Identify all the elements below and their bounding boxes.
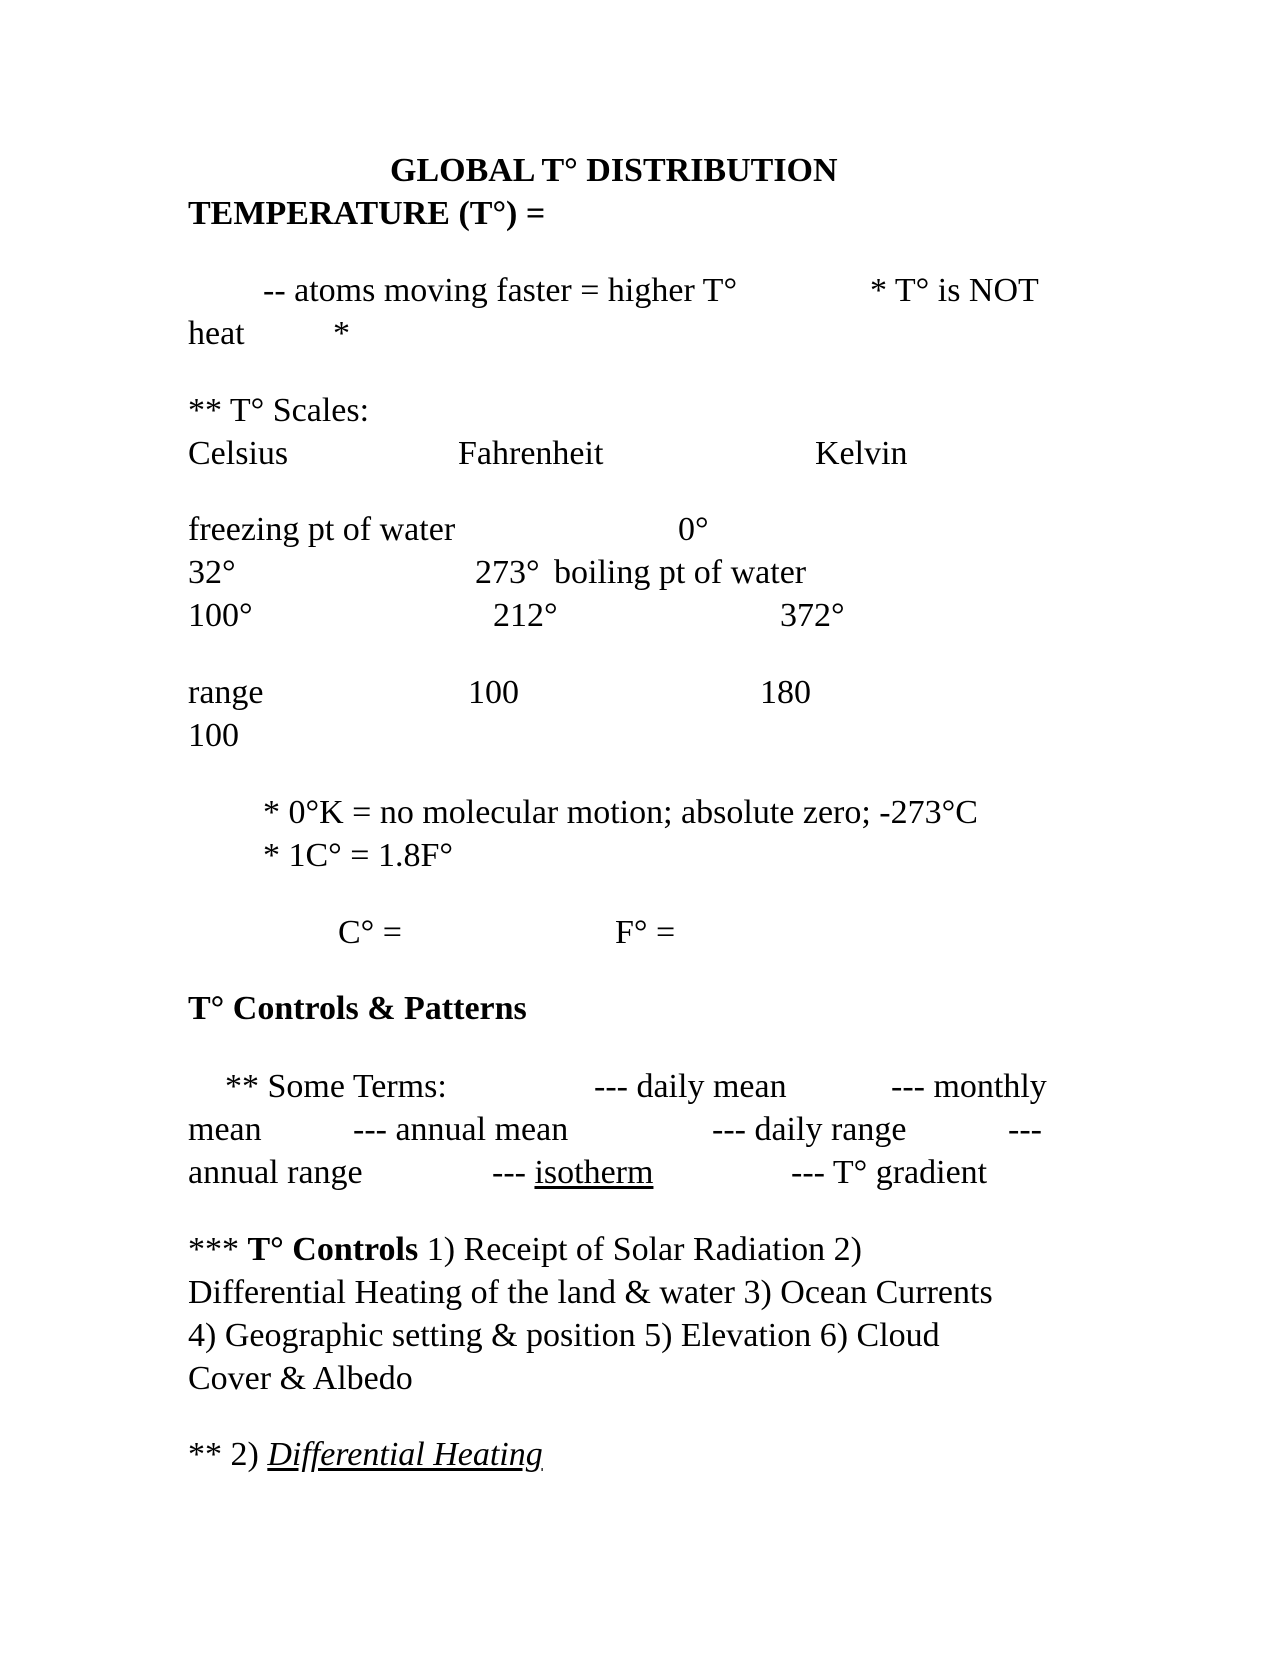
boiling-label: boiling pt of water — [554, 554, 807, 591]
page-title: GLOBAL T° DISTRIBUTION — [390, 152, 838, 189]
differential-heating-label: Differential Heating — [267, 1436, 543, 1473]
differential-heating-prefix: ** 2) — [188, 1436, 268, 1473]
term-annual-range: annual range — [188, 1154, 363, 1191]
differential-heating-heading — [188, 1434, 543, 1476]
scales-heading: ** T° Scales: — [188, 392, 370, 429]
term-isotherm — [492, 1152, 653, 1194]
term-isotherm-dashes: --- — [492, 1154, 535, 1191]
atoms-line: -- atoms moving faster = higher T° — [263, 272, 738, 309]
term-daily-mean: --- daily mean — [594, 1068, 787, 1105]
controls-list-line-3: 4) Geographic setting & position 5) Elevation 6) Cloud — [188, 1317, 940, 1354]
term-annual-range-dashes: --- — [1008, 1111, 1042, 1148]
boiling-fahrenheit: 212° — [493, 597, 558, 634]
controls-bold-label: T° Controls — [247, 1231, 419, 1268]
controls-list-line-4: Cover & Albedo — [188, 1360, 413, 1397]
range-kelvin: 100 — [188, 717, 239, 754]
isotherm-term: isotherm — [534, 1154, 654, 1191]
controls-line-1-rest: 1) Receipt of Solar Radiation 2) — [418, 1231, 862, 1268]
term-gradient: --- T° gradient — [791, 1154, 988, 1191]
controls-list-line-2: Differential Heating of the land & water 3) Ocean Currents — [188, 1274, 993, 1311]
controls-heading: T° Controls & Patterns — [188, 990, 527, 1027]
freezing-label: freezing pt of water — [188, 511, 456, 548]
controls-list-line-1 — [188, 1229, 862, 1271]
freezing-fahrenheit: 32° — [188, 554, 236, 591]
temperature-heading: TEMPERATURE (T°) = — [188, 195, 546, 232]
celsius-formula: C° = — [338, 914, 402, 951]
not-heat-note-cont: heat — [188, 315, 245, 352]
freezing-celsius: 0° — [678, 511, 709, 548]
range-fahrenheit: 180 — [760, 674, 811, 711]
scale-celsius: Celsius — [188, 435, 289, 472]
fahrenheit-formula: F° = — [615, 914, 676, 951]
term-daily-range: --- daily range — [712, 1111, 907, 1148]
terms-label: ** Some Terms: — [225, 1068, 447, 1105]
term-monthly-cont: mean — [188, 1111, 262, 1148]
scale-fahrenheit: Fahrenheit — [458, 435, 604, 472]
scale-kelvin: Kelvin — [815, 435, 908, 472]
range-label: range — [188, 674, 264, 711]
boiling-celsius: 100° — [188, 597, 253, 634]
term-monthly: --- monthly — [891, 1068, 1047, 1105]
conversion-note: * 1C° = 1.8F° — [263, 837, 453, 874]
not-heat-star: * — [333, 315, 350, 352]
boiling-kelvin: 372° — [780, 597, 845, 634]
not-heat-note: * T° is NOT — [870, 272, 1039, 309]
absolute-zero-note: * 0°K = no molecular motion; absolute zero; -273°C — [263, 794, 978, 831]
range-celsius: 100 — [468, 674, 519, 711]
controls-stars: *** — [188, 1231, 248, 1268]
freezing-kelvin: 273° — [475, 554, 540, 591]
term-annual-mean: --- annual mean — [353, 1111, 569, 1148]
